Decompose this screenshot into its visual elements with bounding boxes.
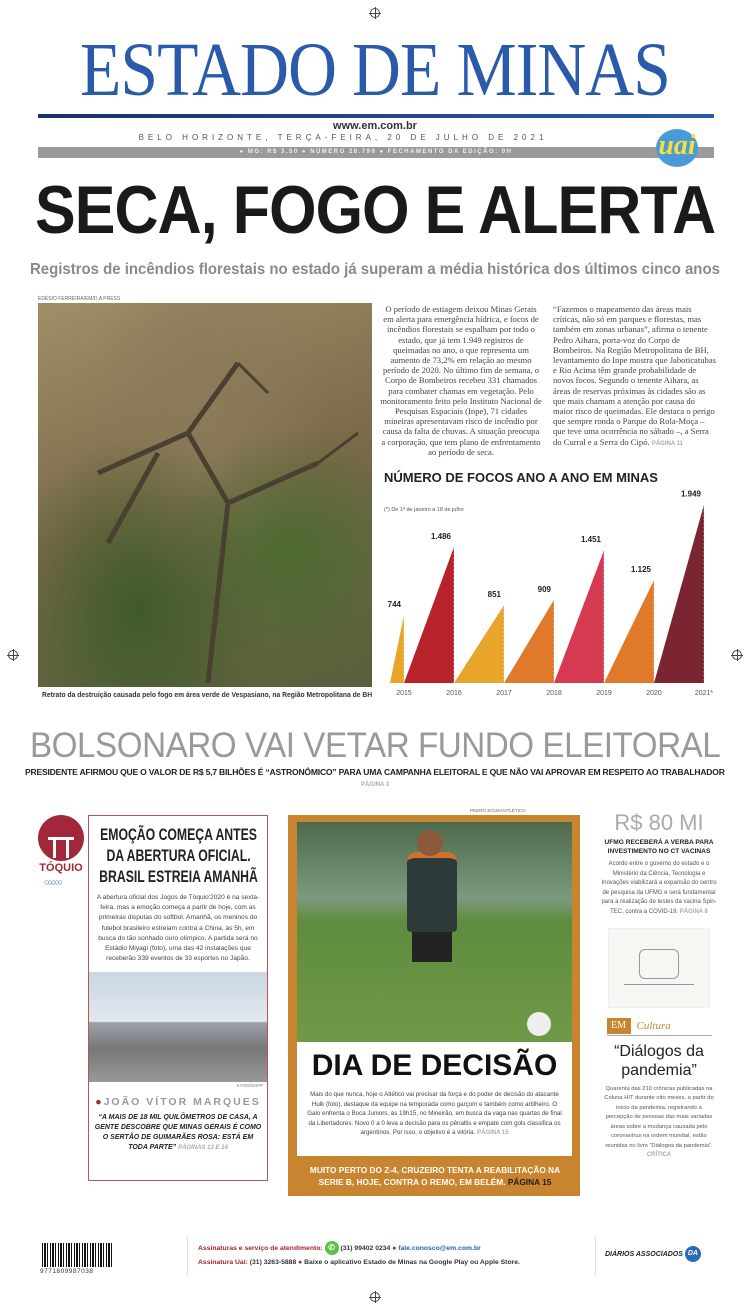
- da-logo: DA: [685, 1246, 701, 1262]
- em-logo: EM: [607, 1018, 631, 1034]
- registration-mark-icon: [370, 8, 380, 18]
- masthead-title: ESTADO DE MINAS: [80, 28, 671, 112]
- chart-data-label: 744: [387, 599, 401, 609]
- footer-email[interactable]: fale.conosco@em.com.br: [398, 1245, 481, 1252]
- culture-title: “Diálogos da pandemia”: [614, 1042, 704, 1079]
- culture-text-body: Quarenta das 210 crônicas publicadas na Coluna HIT durante oito meses, a partir do início da pandemia, registrando a percepção de pessoas das mais variadas áreas sobre a mudança causada pelo coronavírus na ordem mundial, estão reunidas no livro “Diálogos da pandemia”.: [604, 1085, 714, 1149]
- tokyo-text: A abertura oficial dos Jogos de Tóquio'2020 é na sexta-feira, mas a emoção começa a partir de hoje, com as primeiras disputas do softbol. Amanhã, os meninos do futebol brasileiro estreiam contra a China, às 5h, em busca do tão sonhado ouro olímpico. A partida será no Estádio Miyagi (foto), uma das 42 instalações que receberão 339 eventos de 33 esportes no Japão.: [96, 894, 260, 963]
- footer-app-text: Baixe o aplicativo Estado de Minas na Google Play ou Apple Store.: [304, 1259, 520, 1266]
- tokyo-logo-text: TÓQUIO: [39, 862, 83, 874]
- culture-text: [603, 1085, 715, 1161]
- footer-phone[interactable]: (31) 3263-5888: [249, 1259, 297, 1266]
- chart-area-2021*: [654, 505, 704, 683]
- registration-mark-icon: [732, 650, 742, 660]
- photo-credit: EDÉSIO FERREIRA/EM/D.A PRESS: [38, 296, 121, 302]
- tokyo-title: EMOÇÃO COMEÇA ANTES DA ABERTURA OFICIAL. BRASIL ESTREIA AMANHÃ: [99, 825, 258, 886]
- chart-x-tick-label: 2020: [646, 690, 662, 697]
- politics-subhead: PRESIDENTE AFIRMOU QUE O VALOR DE R$ 5,7 BILHÕES É “ASTRONÔMICO” PARA UMA CAMPANHA ELEITORAL E QUE NÃO VAI APROVAR EM RESPEITO AO TRABALHADOR: [25, 767, 725, 777]
- ufmg-amount: R$ 80 MI: [614, 810, 704, 835]
- chart-title: NÚMERO DE FOCOS ANO A ANO EM MINAS: [384, 470, 658, 485]
- sports-box: [288, 815, 580, 1196]
- sports-text: [305, 1090, 564, 1139]
- lead-headline: SECA, FOGO E ALERTA: [35, 172, 716, 248]
- footer-line2: Assinatura Uai: (31) 3263-5888 ● Baixe o aplicativo Estado de Minas na Google Play ou Apple Store.: [198, 1259, 520, 1266]
- cartoon-illustration: [608, 928, 710, 1008]
- burnt-tree-illustration: [38, 303, 372, 687]
- photo-credit: PEDRO SOUZA/ATLÉTICO: [470, 808, 526, 813]
- page-ref: CRÍTICA: [646, 1152, 672, 1159]
- page-ref: PÁGINA 3: [360, 782, 390, 788]
- divider: [595, 1237, 596, 1275]
- uai-logo: uai: [656, 129, 698, 167]
- chart-x-tick-label: 2016: [446, 690, 462, 697]
- chart-area-2019: [554, 550, 604, 683]
- chart-x-tick-label: 2021*: [694, 690, 714, 697]
- page-ref: PÁGINA 11: [651, 440, 683, 447]
- registration-mark-icon: [8, 650, 18, 660]
- stadium-photo: [89, 972, 267, 1082]
- diarios-associados-logo: [605, 1246, 720, 1263]
- footer-label: Assinatura Uai:: [198, 1259, 248, 1266]
- page-ref: PÁGINAS 13 E 14: [178, 1145, 228, 1152]
- footer-label: Assinaturas e serviço de atendimento:: [198, 1245, 323, 1252]
- chart-area-2016: [404, 547, 454, 683]
- whatsapp-icon: ✆: [325, 1241, 339, 1255]
- chart-x-tick-label: 2018: [546, 690, 562, 697]
- footer-line1: Assinaturas e serviço de atendimento: ✆ (31) 99402 0234 ● fale.conosco@em.com.br: [198, 1241, 588, 1256]
- chart-x-tick-label: 2017: [496, 690, 512, 697]
- olympic-rings-icon: ○○○○○: [44, 877, 62, 887]
- page-ref: PÁGINA 8: [679, 908, 708, 915]
- tokyo-logo: [38, 815, 84, 895]
- chart-x-tick-label: 2015: [396, 690, 412, 697]
- quote-text: “A MAIS DE 18 MIL QUILÔMETROS DE CASA, A GENTE DESCOBRE QUE MINAS GERAIS É COMO O SERTÃO DE GUIMARÃES ROSA: ESTÁ EM TODA PARTE”: [94, 1114, 262, 1152]
- chart-area-2020: [604, 580, 654, 683]
- barcode: [42, 1243, 114, 1267]
- lead-text-col1: O período de estiagem deixou Minas Gerais em alerta para emergência hídrica, e focos de incêndios florestais se espalham por todo o estado, que já tem 1.949 registros de queimadas no ano, o que representa um aumento de 73,2% em relação ao mesmo período de 2020. No último fim de semana, o Corpo de Bombeiros recebeu 331 chamados para combater chamas em vegetação. Pelo monitoramento feito pelo Instituto Nacional de Pesquisas Espaciais (Inpe), 71 cidades mineiras apresentavam risco de incêndio por causa da falta de chuvas. A situação preocupa a corporação, que tem plano de enfrentamento ao período de seca.: [380, 304, 542, 457]
- chart-data-label: 1.451: [580, 535, 601, 545]
- ufmg-title: UFMG RECEBERÁ A VERBA PARA INVESTIMENTO NO CT VACINAS: [604, 839, 714, 855]
- chart-area-2018: [504, 600, 554, 683]
- section-name: Cultura: [636, 1019, 671, 1032]
- chart-data-label: 1.949: [680, 489, 701, 499]
- columnist-name: ●JOÃO VÍTOR MARQUES: [95, 1096, 261, 1109]
- chart-data-label: 909: [537, 584, 551, 594]
- divider: [187, 1237, 188, 1275]
- sports-headline: DIA DE DECISÃO: [311, 1049, 558, 1082]
- chart-data-label: 1.125: [630, 565, 651, 575]
- masthead-url[interactable]: www.em.com.br: [333, 120, 417, 132]
- tokyo-box: [88, 815, 268, 1181]
- lead-text-col2-body: “Fazemos o mapeamento das áreas mais críticas, não só em parques e florestas, mas também em zonas urbanas”, afirma o tenente Pedro Aihara, porta-voz do Corpo de Bombeiros. Na Região Metropolitana de BH, levantamento do Inpe mostra que Jaboticatubas e Rio Acima têm grande probabilidade de novos focos. Segundo o tenente Aihara, as áreas de reservas próximas às cidades são as que mais chamam a atenção por causa do maior risco de queimadas. Ele destaca o perigo que sempre ronda o Parque do Rola-Moça – que teve uma ocorrência no sábado –, a Serra do Curral e a Serra do Cipó.: [553, 304, 716, 447]
- chart-x-tick-label: 2019: [596, 690, 612, 697]
- ufmg-text: [600, 860, 718, 918]
- lead-subhead: Registros de incêndios florestais no estado já superam a média histórica dos últimos cinco anos: [30, 261, 720, 278]
- page-ref: PÁGINA 15: [507, 1177, 552, 1187]
- sports-footer-text: MUITO PERTO DO Z-4, CRUZEIRO TENTA A REABILITAÇÃO NA SERIE B, HOJE, CONTRA O REMO, EM BELÉM.: [309, 1165, 561, 1187]
- info-bar-text: ● MG: R$ 3,50 ● NÚMERO 28.799 ● FECHAMENTO DA EDIÇÃO: 0H: [239, 149, 513, 155]
- info-bar: [38, 147, 714, 158]
- chart-area-2015: [390, 615, 404, 683]
- photo-caption: Retrato da destruição causada pelo fogo em área verde de Vespasiano, na Região Metropolitana de BH: [42, 690, 373, 699]
- columnist-name-text: JOÃO VÍTOR MARQUES: [103, 1096, 261, 1109]
- group-name: DIÁRIOS ASSOCIADOS: [605, 1250, 683, 1258]
- fire-chart: [380, 470, 720, 700]
- right-sidebar: [598, 810, 720, 1161]
- barcode-number: 9771809987038: [40, 1268, 94, 1275]
- sports-footer: [297, 1164, 573, 1188]
- culture-section-header: [607, 1018, 712, 1036]
- chart-data-label: 851: [487, 590, 501, 600]
- registration-mark-icon: [370, 1292, 380, 1302]
- sports-article: [297, 1042, 572, 1156]
- lead-text-col2: [553, 304, 717, 449]
- footer-phone[interactable]: (31) 99402 0234: [340, 1245, 391, 1252]
- masthead-rule: [38, 114, 714, 118]
- lead-photo: [38, 303, 372, 687]
- chart-data-label: 1.486: [430, 532, 451, 542]
- ufmg-text-body: Acordo entre o governo do estado e o Ministério da Ciência, Tecnologia e Inovações viabilizará a expansão do centro de pesquisa da UFMG e será fundamental para a realização de testes da vacina Spin-TEC, contra a COVID-19.: [601, 861, 717, 915]
- politics-headline: BOLSONARO VAI VETAR FUNDO ELEITORAL: [30, 726, 721, 765]
- columnist-quote: [94, 1113, 262, 1153]
- chart-area-2017: [454, 605, 504, 683]
- sports-text-body: Mais do que nunca, hoje o Atlético vai precisar da força e do poder de decisão do atacante Hulk (foto), destaque da equipe na temporada como garçom e também como artilheiro. O Galo enfrenta o Boca Juniors, às 19h15, no Mineirão, em busca da vaga nas quartas de final da Libertadores. Novo 0 a 0 leva a decisão para os pênaltis e empate com gols classifica os argentinos. Por isso, o objetivo é a vitória.: [307, 1091, 562, 1137]
- chart-note: (*) De 1º de janeiro a 18 de julho: [384, 507, 464, 513]
- hulk-photo: [297, 822, 572, 1042]
- dateline: BELO HORIZONTE, TERÇA-FEIRA, 20 DE JULHO DE 2021: [138, 133, 548, 142]
- photo-credit: KYODO/AFP: [236, 1083, 263, 1089]
- page-ref: PÁGINA 15: [477, 1130, 509, 1137]
